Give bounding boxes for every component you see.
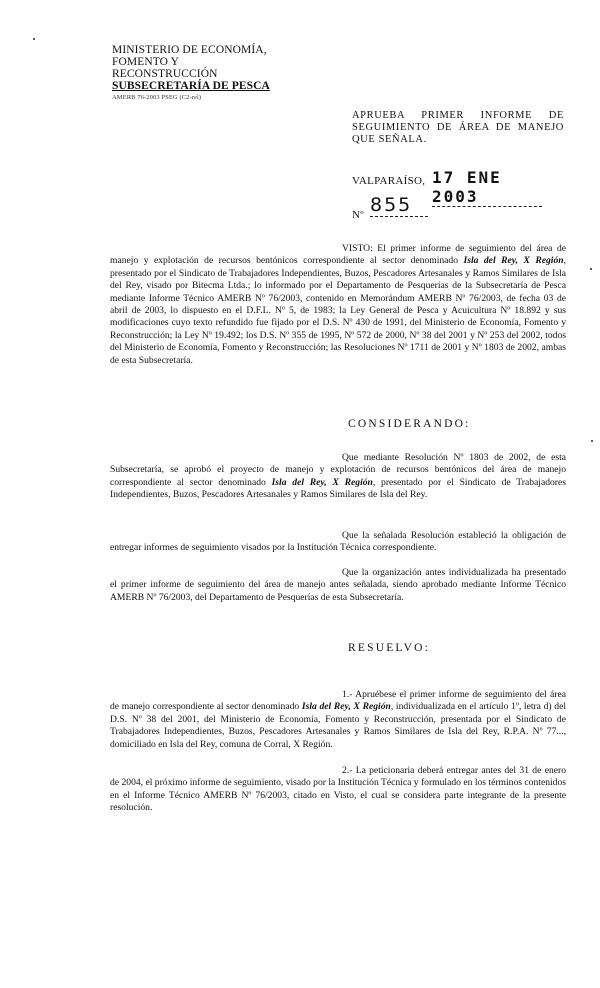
considerando-paragraph-1 — [110, 452, 566, 502]
resuelvo-r1-start: 1.- Apruébese el primer informe de seguimiento — [342, 689, 532, 700]
subsecretaria-line: SUBSECRETARÍA DE PESCA — [112, 80, 270, 92]
ministry-line-1: MINISTERIO DE ECONOMÍA, — [112, 44, 267, 56]
visto-label: VISTO: — [342, 243, 373, 254]
resuelvo-item-1 — [110, 689, 566, 751]
considerando-paragraph-3 — [110, 567, 566, 604]
scan-speck — [33, 38, 35, 40]
resuelvo-r2-rest: enero de 2004, el próximo informe de seguimiento, visado por la Institución Técnica y formulado en los términos contenidos en el Informe Técnico AMERB Nº 76/2003, citado en Visto, el cual se considera parte integrante de la presente resolución. — [110, 765, 567, 814]
visto-text-b: , presentado por el Sindicato de Trabajadores Independientes, Buzos, Pescadores Artesanales y Ramos Similares de Isla del Rey, visado por Bitecma Ltda.; lo informado por el Departamento de Pesquerías de la Subsecretaría de Pesca mediante Informe Técnico AMERB Nº 76/2003, contenido en Memorándum AMERB Nº 76/2003, de fecha 03 de abril de 2003, lo dispuesto en el D.F.L. Nº 5, de 1983; la Ley General de Pesca y Acuicultura Nº 18.892 y sus modificaciones cuyo texto refundido fue fijado por el D.S. Nº 430 de 1991, del Ministerio de Economía, Fomento y Reconstrucción; la Ley Nº 19.492; los D.S. Nº 355 de 1995, Nº 572 de 2000, Nº 38 del 2001 y Nº 253 del 2002, todos del Ministerio de Economía, Fomento y Reconstrucción; las Resoluciones Nº 1711 de 2001 y Nº 1803 de 2002, ambas de esta Subsecretaría. — [110, 255, 566, 366]
reference-code: AMERB 76-2003 PSEG (C2-rel) — [112, 94, 202, 101]
resolution-number: 855 — [370, 194, 428, 217]
number-prefix: Nº — [352, 209, 364, 221]
document-subject: APRUEBA PRIMER INFORME DE SEGUIMIENTO DE ÁREA DE MANEJO QUE SEÑALA. — [352, 110, 564, 145]
considerando-p1-sector: Isla del Rey, X Región — [271, 476, 373, 488]
resuelvo-r1-b: , individualizada en el artículo 1º, letra d) del D.S. Nº 38 del 2001, del Ministerio de Economía, Fomento y Reconstrucción, presentada por el Sindicato de Trabajadores Independientes, Buzos, Pescadores Artesanales y Ramos Similares de Isla del Rey, R.P.A. Nº 77..., domiciliado en Isla del Rey, comuna de Corral, X Región. — [110, 701, 567, 750]
resuelvo-r1-sector: Isla del Rey, X Región — [301, 701, 391, 713]
scan-speck — [590, 268, 592, 270]
visto-intro: El primer informe de seguimiento del área — [377, 243, 553, 254]
scan-speck — [591, 440, 593, 442]
resuelvo-r2-start: 2.- La peticionaria deberá entregar antes del 31 de — [342, 765, 542, 776]
considerando-paragraph-2 — [110, 530, 566, 555]
considerando-p1-a: esta Subsecretaría, se aprobó el proyecto de manejo y explotación de recursos bentónicos del área de manejo correspondiente al sector denominado — [110, 452, 566, 488]
considerando-p1-start: Que mediante Resolución Nº 1803 de 2002, de — [342, 452, 546, 463]
visto-section — [110, 243, 566, 367]
ministry-line-2: FOMENTO Y RECONSTRUCCIÓN — [112, 56, 218, 80]
considerando-p3-rest: presentado el primer informe de seguimiento del área de manejo antes señalada, siendo aprobado mediante Informe Técnico AMERB Nº 76/2003, del Departamento de Pesquerías de esta Subsecretaría. — [110, 567, 566, 603]
place-label: VALPARAÍSO, — [352, 175, 426, 187]
resuelvo-item-2 — [110, 765, 566, 815]
considerando-p2-rest: obligación de entregar informes de seguimiento visados por la Institución Técnica correspondiente. — [110, 530, 567, 554]
considerando-heading: CONSIDERANDO: — [348, 418, 471, 430]
considerando-p3-start: Que la organización antes individualizada ha — [342, 567, 521, 578]
visto-sector: Isla del Rey, X Región — [463, 255, 564, 267]
considerando-p1-b: , presentado por el Sindicato de Trabajadores Independientes, Buzos, Pescadores Artesanales y Ramos Similares de Isla del Rey. — [110, 476, 566, 501]
date-stamp: 17 ENE 2003 — [432, 168, 542, 207]
considerando-p2-start: Que la señalada Resolución estableció la — [342, 530, 508, 541]
letterhead — [112, 44, 282, 104]
resuelvo-r1-a: del área de manejo correspondiente al sector denominado — [110, 689, 566, 713]
visto-text-a: de manejo y explotación de recursos bentónicos correspondiente al sector denominado — [110, 243, 566, 267]
resuelvo-heading: RESUELVO: — [348, 642, 430, 654]
